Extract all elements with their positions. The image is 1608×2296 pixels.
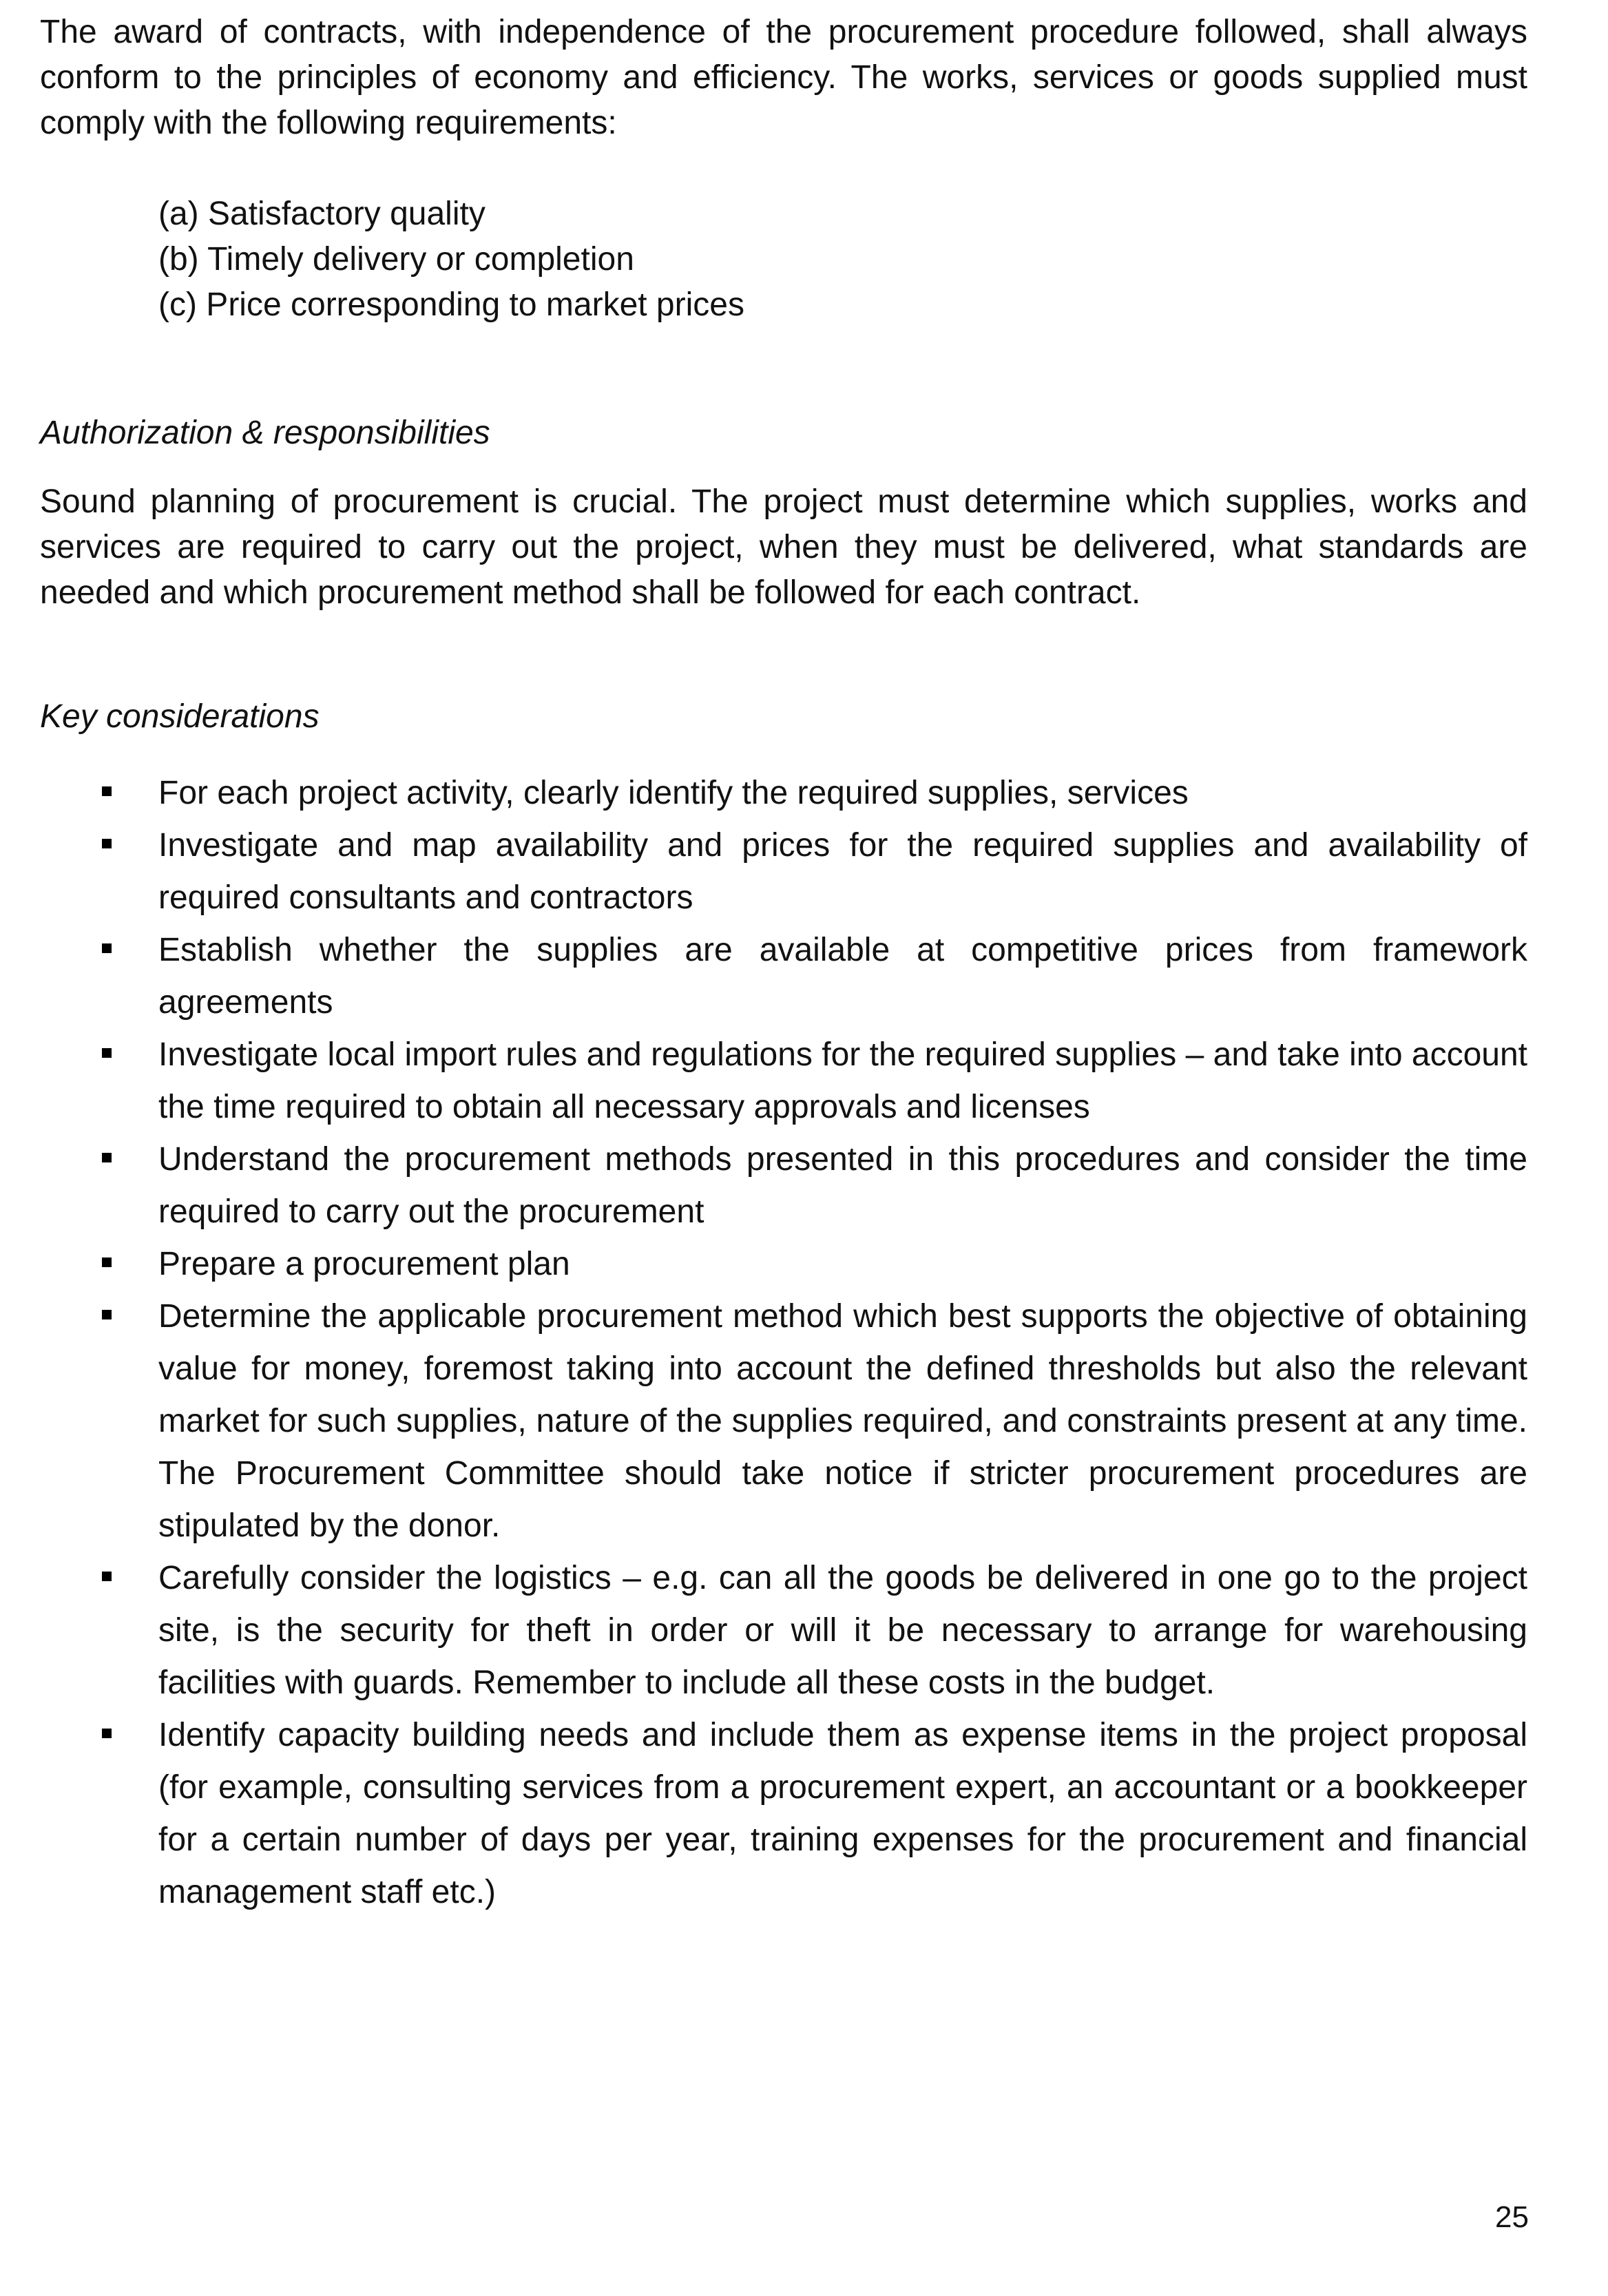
- section-heading-authorization: Authorization & responsibilities: [40, 415, 490, 451]
- list-item: [40, 1238, 1527, 1291]
- bullet-icon: [102, 1153, 112, 1162]
- page-content: [40, 10, 1527, 1919]
- bullet-icon: [102, 1572, 112, 1581]
- authorization-paragraph: Sound planning of procurement is crucial. The project must determine which supplies, works and services are required to carry out the project, when they must be delivered, what standards are needed and which procurement method shall be followed for each contract.: [40, 483, 1527, 611]
- key-considerations-list: [40, 767, 1527, 1919]
- bullet-icon: [102, 786, 112, 796]
- list-item: [40, 1029, 1527, 1134]
- list-item: [40, 767, 1527, 820]
- list-item-text: Identify capacity building needs and include them as expense items in the project proposal (for example, consulting services from a procurement expert, an accountant or a bookkeeper for a certain number of days per year, training expenses for the procurement and financial management staff etc.): [158, 1717, 1527, 1910]
- list-item-text: Prepare a procurement plan: [158, 1246, 570, 1282]
- bullet-icon: [102, 1048, 112, 1058]
- list-item-text: Understand the procurement methods presented in this procedures and consider the time required to carry out the procurement: [158, 1141, 1527, 1230]
- requirement-item: (c) Price corresponding to market prices: [158, 286, 744, 323]
- list-item-text: Establish whether the supplies are available at competitive prices from framework agreements: [158, 932, 1527, 1021]
- intro-paragraph: The award of contracts, with independence of the procurement procedure followed, shall always conform to the principles of economy and efficiency. The works, services or goods supplied must comply with the following requirements:: [40, 14, 1527, 141]
- bullet-icon: [102, 839, 112, 848]
- list-item: [40, 1291, 1527, 1552]
- list-item: [40, 1552, 1527, 1709]
- list-item: [40, 924, 1527, 1029]
- bullet-icon: [102, 1257, 112, 1267]
- bullet-icon: [102, 1729, 112, 1738]
- list-item-text: Investigate local import rules and regulations for the required supplies – and take into account the time required to obtain all necessary approvals and licenses: [158, 1036, 1527, 1125]
- list-item: [40, 1134, 1527, 1238]
- requirements-list: [40, 191, 1527, 328]
- list-item-text: For each project activity, clearly identify the required supplies, services: [158, 775, 1189, 811]
- bullet-icon: [102, 943, 112, 953]
- list-item: [40, 1709, 1527, 1919]
- requirement-item: (a) Satisfactory quality: [158, 196, 485, 232]
- list-item: [40, 820, 1527, 924]
- list-item-text: Investigate and map availability and prices for the required supplies and availability of required consultants and contractors: [158, 827, 1527, 916]
- bullet-icon: [102, 1310, 112, 1319]
- list-item-text: Determine the applicable procurement method which best supports the objective of obtaining value for money, foremost taking into account the defined thresholds but also the relevant market for such supplies, nature of the supplies required, and constraints present at any time. The Procurement Committee should take notice if stricter procurement procedures are stipulated by the donor.: [158, 1298, 1527, 1544]
- section-heading-key-considerations: Key considerations: [40, 698, 320, 735]
- requirement-item: (b) Timely delivery or completion: [158, 241, 634, 278]
- list-item-text: Carefully consider the logistics – e.g. can all the goods be delivered in one go to the project site, is the security for theft in order or will it be necessary to arrange for warehousing facilities with guards. Remember to include all these costs in the budget.: [158, 1560, 1527, 1701]
- page-number: 25: [1495, 2200, 1529, 2234]
